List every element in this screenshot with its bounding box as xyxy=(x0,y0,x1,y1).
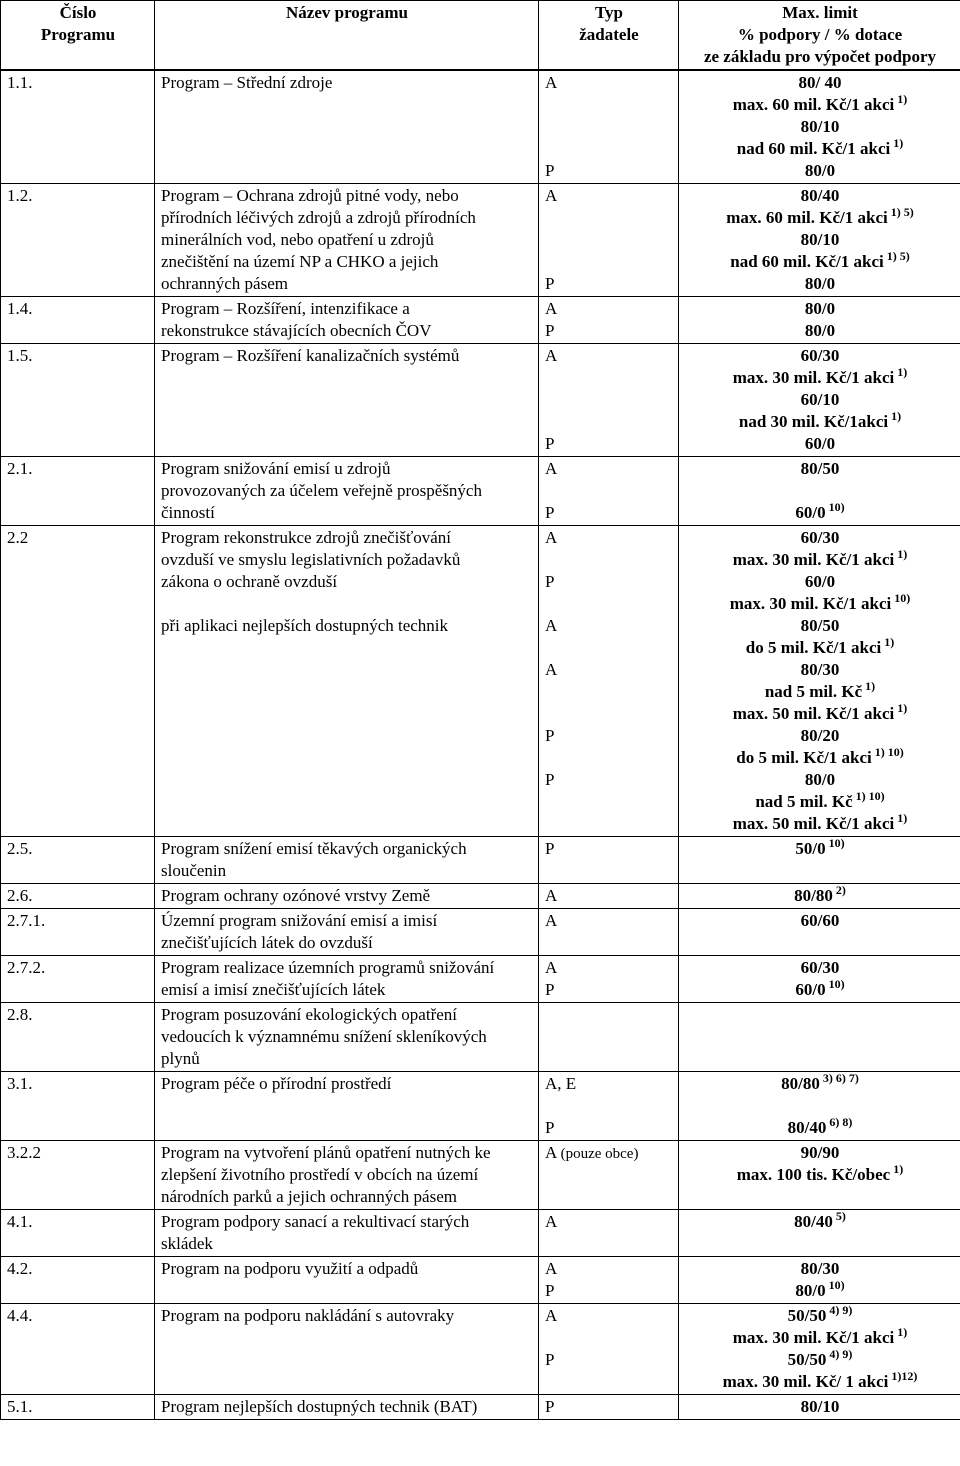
support-limit-line: 80/40 $^{5)}$ xyxy=(794,1209,846,1231)
applicant-type-line xyxy=(545,747,673,769)
support-limit-line: nad 5 mil. Kč $^{1) 10)}$ xyxy=(755,789,885,811)
support-limit-line: 80/0 xyxy=(804,770,836,789)
program-name-line: Program rekonstrukce zdrojů znečišťování xyxy=(161,528,452,547)
program-name xyxy=(155,1304,539,1395)
table-row xyxy=(1,344,960,457)
program-name-line: provozovaných za účelem veřejně prospěšných xyxy=(161,481,482,500)
applicant-type xyxy=(539,344,679,457)
support-limit-line: max. 50 mil. Kč/1 akci $^{1)}$ xyxy=(732,701,908,723)
applicant-type-line: P xyxy=(545,770,555,789)
footnote-marker: 1) xyxy=(890,136,904,150)
program-number: 2.7.2. xyxy=(1,956,155,1003)
footnote-marker: 1) xyxy=(894,811,908,825)
support-limit-line: max. 100 tis. Kč/obec $^{1)}$ xyxy=(736,1162,904,1184)
support-limit-line: 80/ 40 xyxy=(798,73,842,92)
table-row xyxy=(1,184,960,297)
program-name-line: Program na vytvoření plánů opatření nutných ke xyxy=(161,1143,491,1162)
footnote-marker: 1) xyxy=(881,635,895,649)
support-limit-line: 60/0 xyxy=(804,434,836,453)
support-limit-line: 50/0 $^{10)}$ xyxy=(795,836,845,858)
applicant-type-line xyxy=(545,681,673,703)
table-row xyxy=(1,837,960,884)
support-limit-line: max. 60 mil. Kč/1 akci $^{1) 5)}$ xyxy=(726,205,914,227)
program-number: 1.2. xyxy=(1,184,155,297)
applicant-type-line: P xyxy=(545,980,555,999)
program-name-line: Program nejlepších dostupných technik (BAT) xyxy=(161,1397,478,1416)
table-header-row xyxy=(1,1,960,71)
support-limit xyxy=(679,1395,960,1420)
program-number: 5.1. xyxy=(1,1395,155,1420)
program-name xyxy=(155,297,539,344)
footnote-marker: 2) xyxy=(832,883,846,897)
applicant-type xyxy=(539,1304,679,1395)
applicant-type xyxy=(539,1072,679,1141)
support-limit-line: 80/20 xyxy=(800,726,840,745)
program-number: 2.5. xyxy=(1,837,155,884)
table-row xyxy=(1,1072,960,1141)
applicant-type-line: A xyxy=(545,73,558,92)
program-name-line: skládek xyxy=(161,1234,213,1253)
footnote-marker: 1) 10) xyxy=(852,789,885,803)
applicant-type xyxy=(539,884,679,909)
footnote-marker: 1) xyxy=(862,679,876,693)
footnote-marker: 5) xyxy=(832,1209,846,1223)
program-name-line: Program na podporu využití a odpadů xyxy=(161,1259,419,1278)
program-number: 2.8. xyxy=(1,1003,155,1072)
program-name-line: zlepšení životního prostředí v obcích na území xyxy=(161,1165,479,1184)
support-limit-line: 80/0 $^{10)}$ xyxy=(795,1278,845,1300)
footnote-marker: 1) xyxy=(888,409,902,423)
program-name xyxy=(155,1141,539,1210)
applicant-type-line: A xyxy=(545,1259,558,1278)
applicant-type-line: P xyxy=(545,1118,555,1137)
applicant-type-line xyxy=(545,1004,673,1026)
support-limit-line: 80/50 xyxy=(800,459,840,478)
support-limit-line: max. 30 mil. Kč/1 akci $^{1)}$ xyxy=(732,365,908,387)
program-name xyxy=(155,1395,539,1420)
program-name xyxy=(155,344,539,457)
program-name-line xyxy=(161,593,533,615)
applicant-type-line: A xyxy=(545,958,558,977)
support-limit-line: 80/30 xyxy=(800,660,840,679)
support-limit-line: 60/30 xyxy=(800,346,840,365)
program-name xyxy=(155,1257,539,1304)
applicant-type-line: A xyxy=(545,346,558,365)
footnote-marker: 1) xyxy=(894,365,908,379)
program-name-line: znečišťujících látek do ovzduší xyxy=(161,933,373,952)
applicant-type-line xyxy=(545,94,673,116)
support-limit xyxy=(679,297,960,344)
program-name-line: minerálních vod, nebo opatření u zdrojů xyxy=(161,230,434,249)
header-applicant-type: Typ žadatele xyxy=(539,1,679,71)
support-limit-line: 80/40 xyxy=(800,186,840,205)
applicant-type xyxy=(539,1210,679,1257)
applicant-type-line xyxy=(545,791,673,813)
applicant-type-line xyxy=(545,593,673,615)
footnote-marker: 4) 9) xyxy=(826,1347,853,1361)
program-name-line: Program podpory sanací a rekultivací starých xyxy=(161,1212,470,1231)
program-name-line: rekonstrukce stávajících obecních ČOV xyxy=(161,321,432,340)
support-limit-line: 60/0 $^{10)}$ xyxy=(795,500,845,522)
table-row xyxy=(1,1257,960,1304)
applicant-type-line: P xyxy=(545,726,555,745)
program-name xyxy=(155,884,539,909)
program-name-line: vedoucích k významnému snížení skleníkových xyxy=(161,1027,487,1046)
applicant-type-line: A xyxy=(545,616,558,635)
support-limit-line: 80/0 xyxy=(804,161,836,180)
program-number: 4.4. xyxy=(1,1304,155,1395)
applicant-type-line: A xyxy=(545,660,558,679)
applicant-type xyxy=(539,956,679,1003)
support-limit-line: max. 30 mil. Kč/1 akci $^{1)}$ xyxy=(732,1325,908,1347)
footnote-marker: 10) xyxy=(825,836,845,850)
program-number: 4.2. xyxy=(1,1257,155,1304)
footnote-marker: 10) xyxy=(825,977,845,991)
applicant-type-line xyxy=(545,251,673,273)
support-limit xyxy=(679,344,960,457)
support-limit-line: 80/10 xyxy=(800,230,840,249)
footnote-marker: 1) xyxy=(890,1162,904,1176)
program-number: 1.1. xyxy=(1,70,155,184)
program-name-line: sloučenin xyxy=(161,861,227,880)
support-limit-line xyxy=(685,1095,955,1117)
program-name-line: ochranných pásem xyxy=(161,274,288,293)
program-name-line: plynů xyxy=(161,1049,200,1068)
program-name-line: Program – Ochrana zdrojů pitné vody, nebo xyxy=(161,186,459,205)
support-limit-line: 80/0 xyxy=(804,274,836,293)
footnote-marker: 1) 5) xyxy=(883,249,910,263)
applicant-type-line: A xyxy=(545,528,558,547)
support-limit-line: 60/10 xyxy=(800,390,840,409)
applicant-type-line xyxy=(545,549,673,571)
footnote-marker: 1) xyxy=(894,92,908,106)
footnote-marker: 1) xyxy=(894,701,908,715)
applicant-type-line xyxy=(545,1327,673,1349)
program-name-line: činností xyxy=(161,503,215,522)
applicant-type xyxy=(539,297,679,344)
footnote-marker: 1) xyxy=(894,547,908,561)
support-limit-line: 80/80 $^{3) 6) 7)}$ xyxy=(781,1071,859,1093)
table-row xyxy=(1,1141,960,1210)
program-number: 2.7.1. xyxy=(1,909,155,956)
program-number: 1.5. xyxy=(1,344,155,457)
support-limit-line: 60/0 xyxy=(804,572,836,591)
applicant-type-line: P xyxy=(545,503,555,522)
applicant-type-line xyxy=(545,229,673,251)
applicant-type-line: A xyxy=(545,911,558,930)
applicant-type xyxy=(539,70,679,184)
support-limit-line xyxy=(685,1004,955,1026)
program-name xyxy=(155,837,539,884)
applicant-type xyxy=(539,1003,679,1072)
table-row xyxy=(1,457,960,526)
support-limit xyxy=(679,457,960,526)
program-name-line: emisí a imisí znečišťujících látek xyxy=(161,980,386,999)
program-name-line: přírodních léčivých zdrojů a zdrojů přírodních xyxy=(161,208,476,227)
program-name-line: znečištění na území NP a CHKO a jejich xyxy=(161,252,439,271)
program-name-line: Územní program snižování emisí a imisí xyxy=(161,911,438,930)
footnote-marker: 1)12) xyxy=(888,1369,918,1383)
support-limit xyxy=(679,1257,960,1304)
applicant-type-line xyxy=(545,637,673,659)
program-name-line: Program snížení emisí těkavých organických xyxy=(161,839,467,858)
footnote-marker: 1) 10) xyxy=(871,745,904,759)
support-limit-line: max. 30 mil. Kč/1 akci $^{10)}$ xyxy=(729,591,911,613)
applicant-type-line: P xyxy=(545,1281,555,1300)
footnote-marker: 3) 6) 7) xyxy=(819,1071,859,1085)
program-name-line: Program posuzování ekologických opatření xyxy=(161,1005,458,1024)
support-limit xyxy=(679,70,960,184)
program-number: 4.1. xyxy=(1,1210,155,1257)
table-row xyxy=(1,70,960,184)
support-limit-line: 80/10 xyxy=(800,117,840,136)
support-limit xyxy=(679,1003,960,1072)
support-limit-line: 90/90 xyxy=(800,1143,840,1162)
applicant-type xyxy=(539,909,679,956)
applicant-type-line xyxy=(545,813,673,835)
program-name xyxy=(155,956,539,1003)
applicant-type xyxy=(539,1257,679,1304)
applicant-type-line xyxy=(545,1095,673,1117)
support-limit-line: 80/0 xyxy=(804,321,836,340)
applicant-type xyxy=(539,837,679,884)
program-name-line: národních parků a jejich ochranných pásem xyxy=(161,1187,457,1206)
applicant-type-line xyxy=(545,411,673,433)
support-limit xyxy=(679,1072,960,1141)
applicant-type-line: A xyxy=(545,1212,558,1231)
support-limit xyxy=(679,526,960,837)
program-number: 1.4. xyxy=(1,297,155,344)
program-name xyxy=(155,526,539,837)
applicant-type-line xyxy=(545,389,673,411)
header-program-number: Číslo Programu xyxy=(1,1,155,71)
footnote-marker: 10) xyxy=(891,591,911,605)
applicant-type xyxy=(539,526,679,837)
table-row xyxy=(1,884,960,909)
applicant-type-line: A xyxy=(545,886,558,905)
program-number: 3.2.2 xyxy=(1,1141,155,1210)
support-limit xyxy=(679,837,960,884)
applicant-type-line: P xyxy=(545,1397,555,1416)
support-limit-line: do 5 mil. Kč/1 akci $^{1) 10)}$ xyxy=(736,745,904,767)
applicant-type-line: P xyxy=(545,434,555,453)
applicant-type-line: P xyxy=(545,321,555,340)
footnote-marker: 6) 8) xyxy=(826,1115,853,1129)
program-name xyxy=(155,184,539,297)
table-row xyxy=(1,1395,960,1420)
applicant-type-line: P xyxy=(545,1350,555,1369)
applicant-type-line: P xyxy=(545,161,555,180)
applicant-type-note: (pouze obce) xyxy=(560,1146,639,1162)
support-limit-line: nad 60 mil. Kč/1 akci $^{1)}$ xyxy=(736,136,904,158)
support-limit-line: nad 5 mil. Kč $^{1)}$ xyxy=(764,679,876,701)
applicant-type-line xyxy=(545,703,673,725)
support-limit xyxy=(679,1210,960,1257)
program-name-line: při aplikaci nejlepších dostupných technik xyxy=(161,616,449,635)
applicant-type-line xyxy=(545,367,673,389)
support-limit-line: 80/10 xyxy=(800,1397,840,1416)
applicant-type-line xyxy=(545,207,673,229)
support-limit-line: 80/80 $^{2)}$ xyxy=(794,883,846,905)
applicant-type xyxy=(539,457,679,526)
table-body xyxy=(1,70,960,1420)
support-limit-line: nad 60 mil. Kč/1 akci $^{1) 5)}$ xyxy=(730,249,910,271)
program-name-line: ovzduší ve smyslu legislativních požadavků xyxy=(161,550,461,569)
support-limit-line: max. 60 mil. Kč/1 akci $^{1)}$ xyxy=(732,92,908,114)
table-row xyxy=(1,1304,960,1395)
support-limit-line: 60/30 xyxy=(800,528,840,547)
support-limit xyxy=(679,956,960,1003)
header-program-name: Název programu xyxy=(155,1,539,71)
program-name-line: Program péče o přírodní prostředí xyxy=(161,1074,392,1093)
program-name-line: Program – Střední zdroje xyxy=(161,73,333,92)
support-limit xyxy=(679,884,960,909)
table-row xyxy=(1,1210,960,1257)
footnote-marker: 1) 5) xyxy=(887,205,914,219)
program-name xyxy=(155,70,539,184)
applicant-type-line xyxy=(545,138,673,160)
support-limit-line: max. 30 mil. Kč/ 1 akci $^{1)12)}$ xyxy=(722,1369,918,1391)
support-limit-line: 60/0 $^{10)}$ xyxy=(795,977,845,999)
support-limit-line: 80/50 xyxy=(800,616,840,635)
support-limit xyxy=(679,1304,960,1395)
program-name-line: Program na podporu nakládání s autovraky xyxy=(161,1306,455,1325)
program-number: 2.2 xyxy=(1,526,155,837)
program-name-line: Program realizace územních programů snižování xyxy=(161,958,495,977)
support-limit-line: 50/50 $^{4) 9)}$ xyxy=(787,1303,853,1325)
support-limit-line: 60/60 xyxy=(800,911,840,930)
support-limit xyxy=(679,1141,960,1210)
program-name xyxy=(155,1072,539,1141)
table-row xyxy=(1,956,960,1003)
support-limit-line: 60/30 xyxy=(800,958,840,977)
applicant-type-line xyxy=(545,1371,673,1393)
support-limit-line: 80/0 xyxy=(804,299,836,318)
table-row xyxy=(1,1003,960,1072)
applicant-type-line xyxy=(545,116,673,138)
footnote-marker: 1) xyxy=(894,1325,908,1339)
program-name-line: zákona o ochraně ovzduší xyxy=(161,572,338,591)
applicant-type-line: P xyxy=(545,572,555,591)
program-name-line: Program ochrany ozónové vrstvy Země xyxy=(161,886,431,905)
footnote-marker: 10) xyxy=(825,500,845,514)
applicant-type-line: A, E xyxy=(545,1074,577,1093)
support-limit-line: 80/30 xyxy=(800,1259,840,1278)
support-limit-line: do 5 mil. Kč/1 akci $^{1)}$ xyxy=(745,635,895,657)
table-row xyxy=(1,526,960,837)
footnote-marker: 4) 9) xyxy=(826,1303,853,1317)
applicant-type-line: P xyxy=(545,839,555,858)
applicant-type xyxy=(539,184,679,297)
applicant-type-line: A xyxy=(545,186,558,205)
support-limit xyxy=(679,184,960,297)
table-row xyxy=(1,297,960,344)
footnote-marker: 10) xyxy=(825,1278,845,1292)
table-row xyxy=(1,909,960,956)
applicant-type xyxy=(539,1141,679,1210)
support-limit-line xyxy=(685,480,955,502)
applicant-type-line: P xyxy=(545,274,555,293)
program-name-line: Program – Rozšíření kanalizačních systémů xyxy=(161,346,460,365)
support-limit-line: 50/50 $^{4) 9)}$ xyxy=(787,1347,853,1369)
applicant-type-line: A xyxy=(545,459,558,478)
program-name xyxy=(155,1003,539,1072)
support-limit-line: nad 30 mil. Kč/1akci $^{1)}$ xyxy=(738,409,902,431)
applicant-type xyxy=(539,1395,679,1420)
support-limit-line: max. 50 mil. Kč/1 akci $^{1)}$ xyxy=(732,811,908,833)
program-name-line: Program – Rozšíření, intenzifikace a xyxy=(161,299,410,318)
applicant-type-line: A xyxy=(545,1306,558,1325)
header-max-limit: Max. limit % podpory / % dotace ze základu pro výpočet podpory xyxy=(679,1,960,71)
program-number: 2.6. xyxy=(1,884,155,909)
applicant-type-line: A (pouze obce) xyxy=(545,1143,639,1162)
support-limit xyxy=(679,909,960,956)
support-limit-line: 80/40 $^{6) 8)}$ xyxy=(787,1115,853,1137)
support-limit-line: max. 30 mil. Kč/1 akci $^{1)}$ xyxy=(732,547,908,569)
program-name xyxy=(155,909,539,956)
program-number: 2.1. xyxy=(1,457,155,526)
program-number: 3.1. xyxy=(1,1072,155,1141)
applicant-type-line: A xyxy=(545,299,558,318)
program-name xyxy=(155,457,539,526)
program-name-line: Program snižování emisí u zdrojů xyxy=(161,459,391,478)
program-name xyxy=(155,1210,539,1257)
applicant-type-line xyxy=(545,480,673,502)
